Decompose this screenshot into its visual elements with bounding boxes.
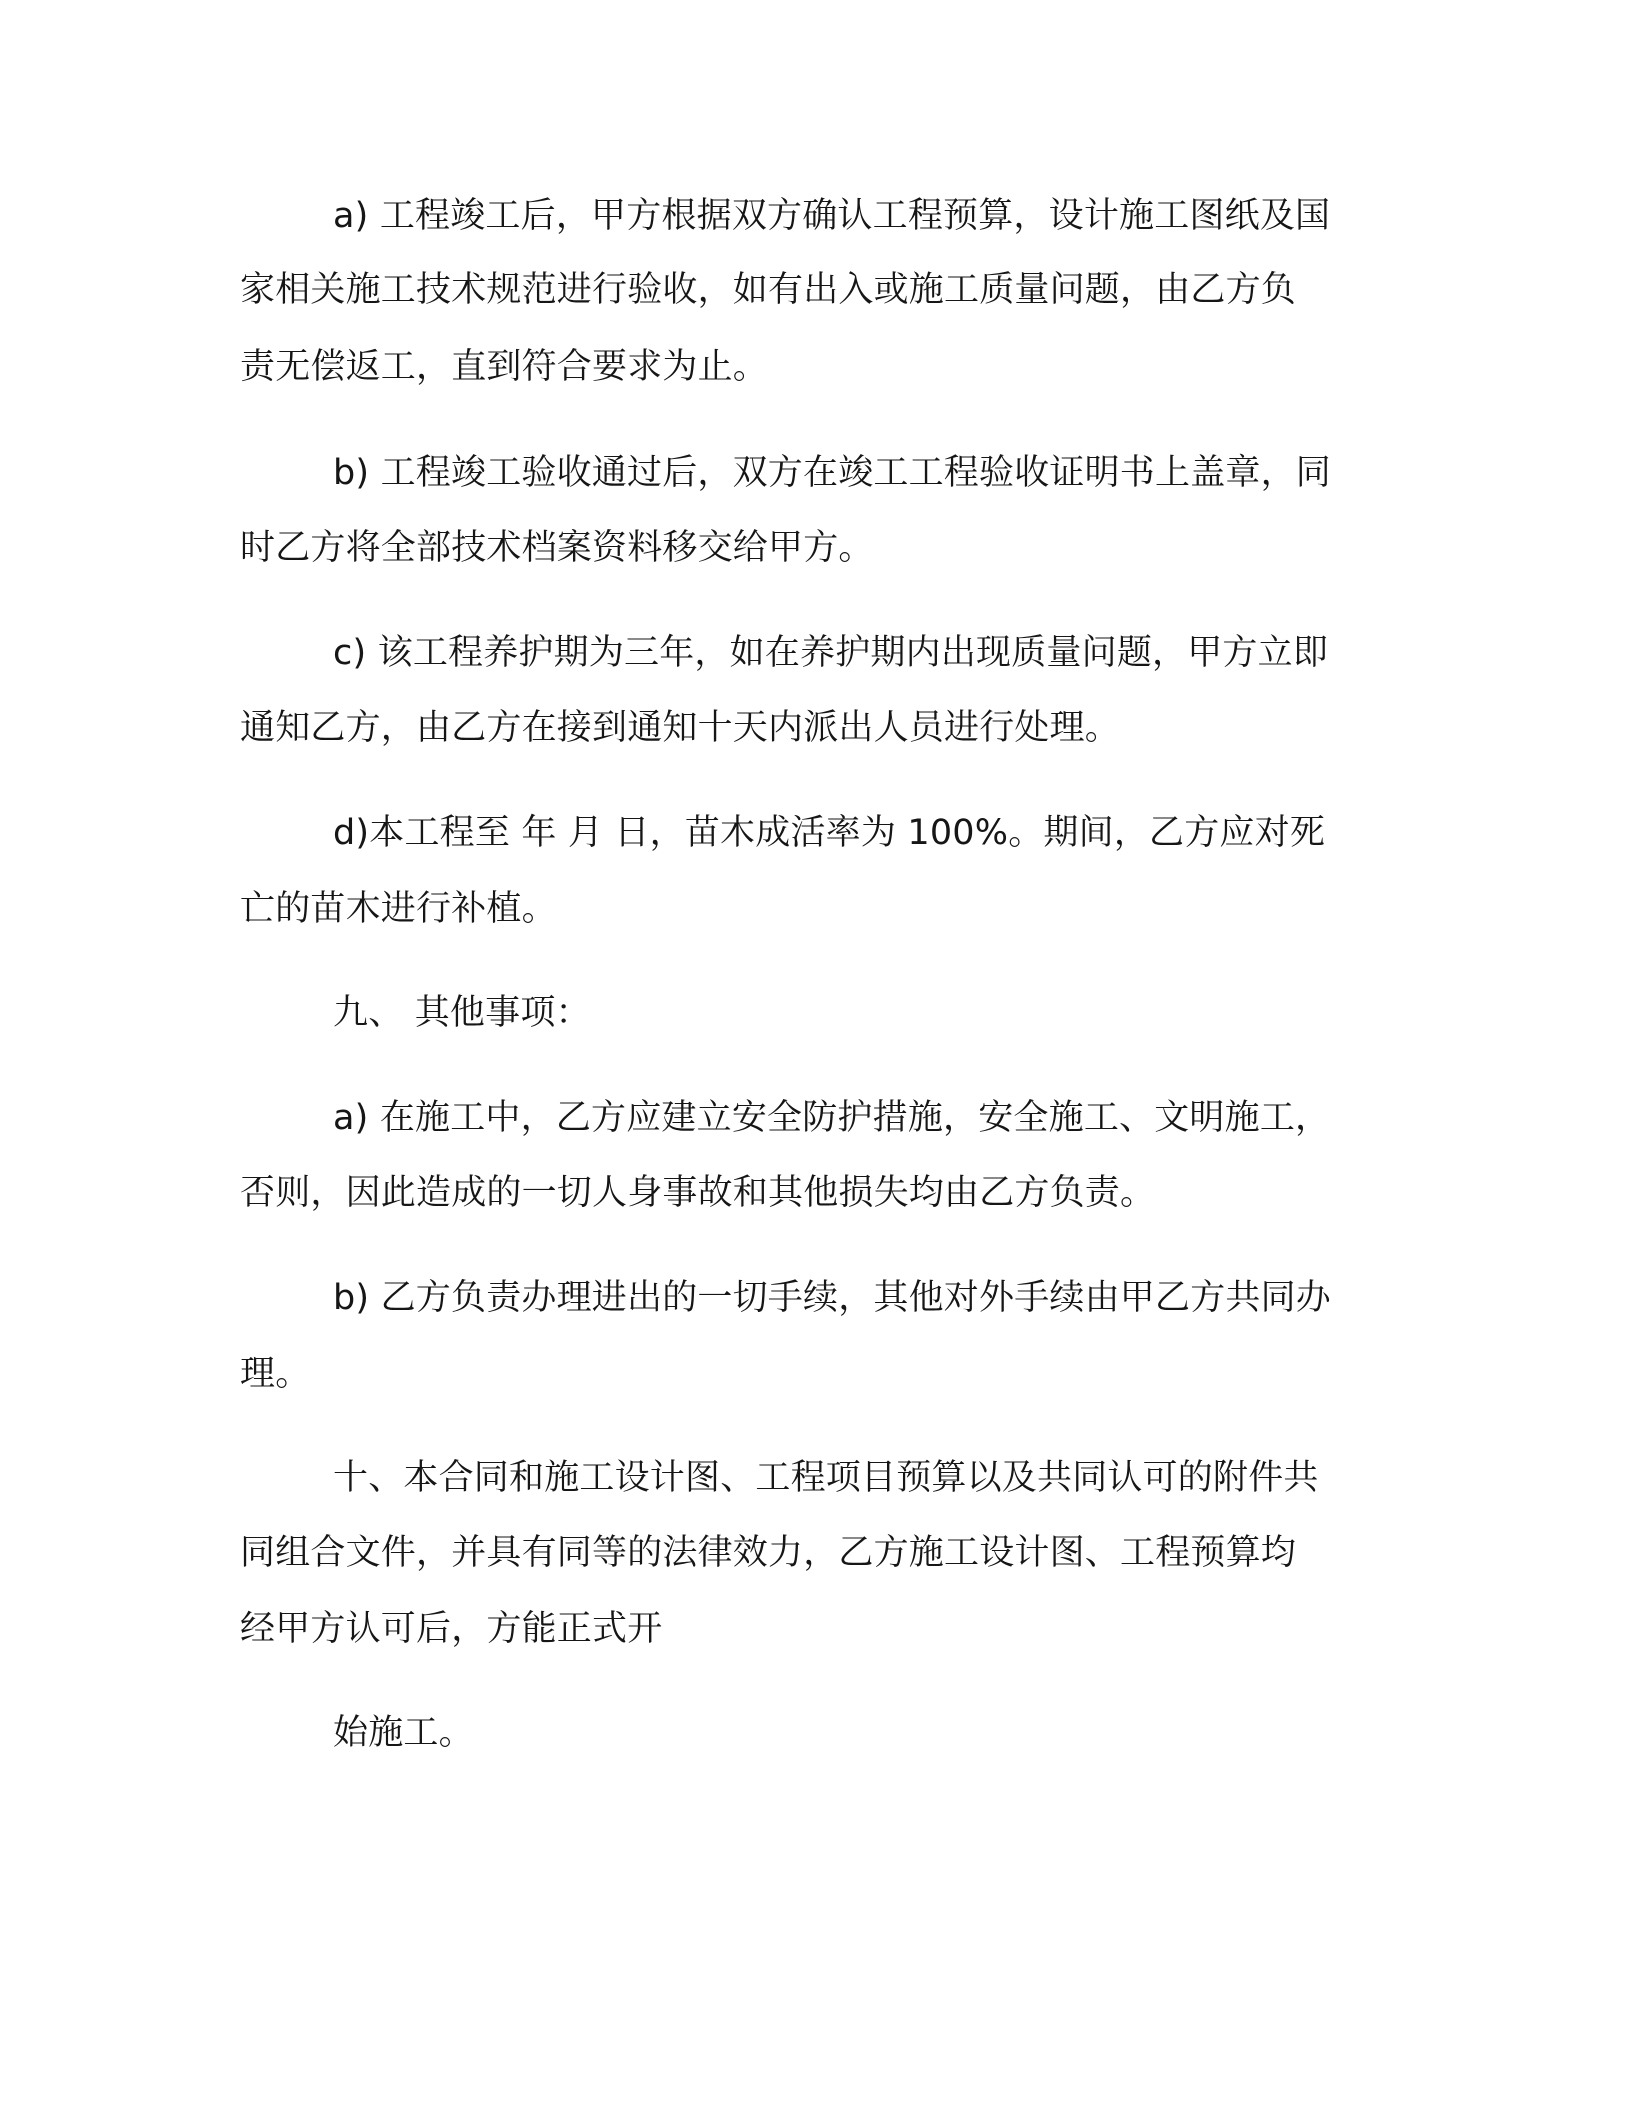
paragraph-a-line-2: 家相关施工技术规范进行验收，如有出入或施工质量问题，由乙方负 [240, 270, 1297, 310]
section-ten-line-3: 经甲方认可后，方能正式开 [240, 1609, 663, 1649]
section-ten-line-2: 同组合文件，并具有同等的法律效力，乙方施工设计图、工程预算均 [240, 1533, 1297, 1573]
paragraph-d-line-2: 亡的苗木进行补植。 [240, 889, 557, 929]
paragraph-b-line-2: 时乙方将全部技术档案资料移交给甲方。 [240, 528, 874, 568]
paragraph-d-line-1: d)本工程至 年 月 日，苗木成活率为 100%。期间，乙方应对死 [333, 813, 1326, 853]
paragraph-a2-line-2: 否则，因此造成的一切人身事故和其他损失均由乙方负责。 [240, 1173, 1156, 1213]
section-ten-continuation: 始施工。 [333, 1713, 474, 1753]
paragraph-b2-line-1: b) 乙方负责办理进出的一切手续，其他对外手续由甲乙方共同办 [333, 1278, 1331, 1318]
section-ten-line-1: 十、本合同和施工设计图、工程项目预算以及共同认可的附件共 [333, 1458, 1319, 1498]
paragraph-c-line-1: c) 该工程养护期为三年，如在养护期内出现质量问题，甲方立即 [333, 633, 1329, 673]
paragraph-b-line-1: b) 工程竣工验收通过后，双方在竣工工程验收证明书上盖章，同 [333, 453, 1331, 493]
paragraph-a-line-3: 责无偿返工，直到符合要求为止。 [240, 347, 769, 387]
paragraph-a-line-1: a) 工程竣工后，甲方根据双方确认工程预算，设计施工图纸及国 [333, 196, 1331, 236]
section-heading-nine: 九、 其他事项： [333, 993, 591, 1033]
paragraph-c-line-2: 通知乙方，由乙方在接到通知十天内派出人员进行处理。 [240, 708, 1121, 748]
paragraph-a2-line-1: a) 在施工中，乙方应建立安全防护措施，安全施工、文明施工， [333, 1098, 1331, 1138]
paragraph-b2-line-2: 理。 [240, 1354, 311, 1394]
